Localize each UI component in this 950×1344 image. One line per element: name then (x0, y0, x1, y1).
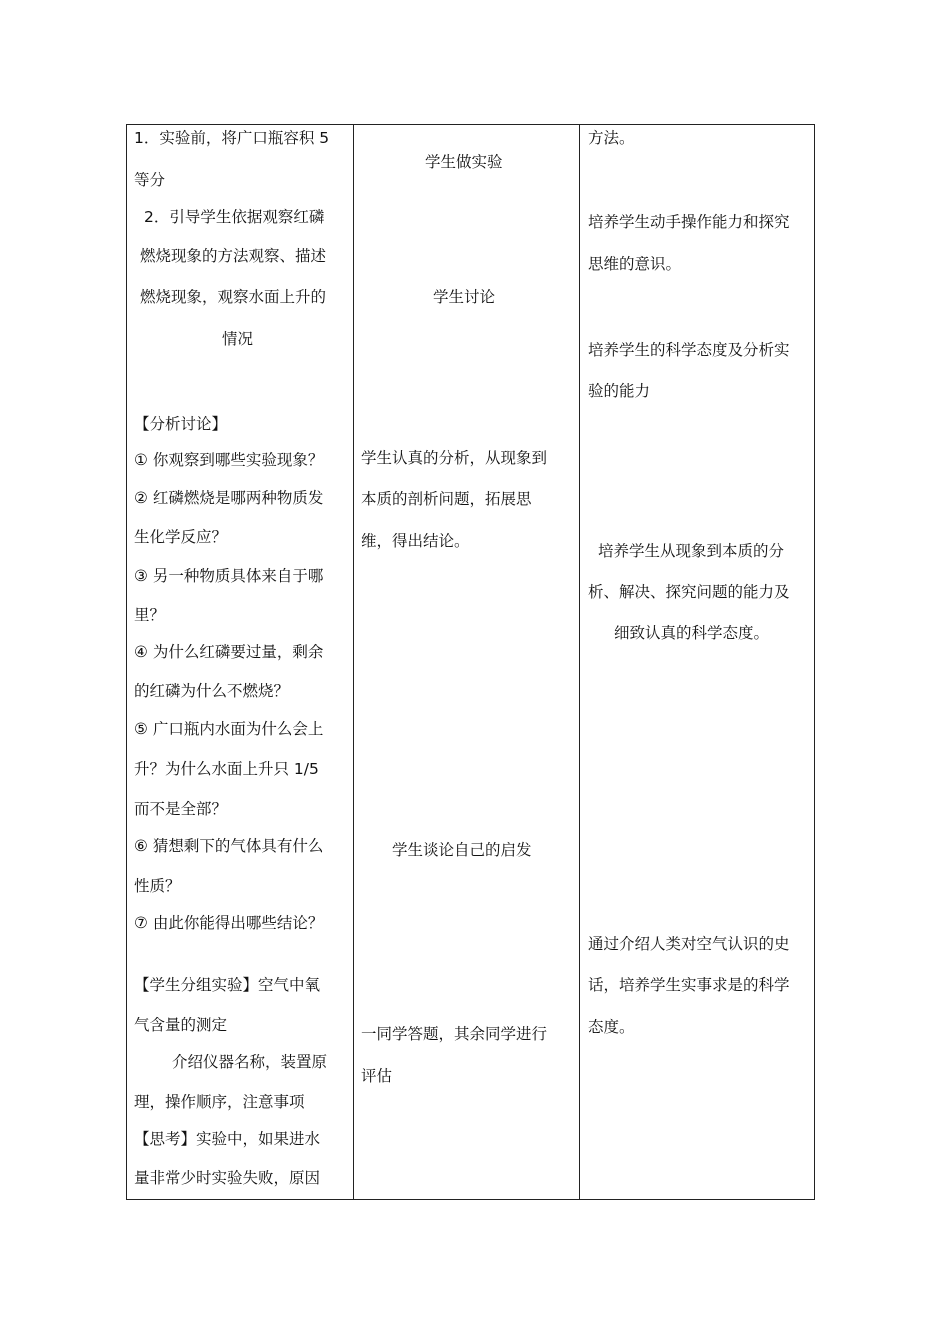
col1-line: ② 红磷燃烧是哪两种物质发 (134, 489, 324, 507)
col3-line: 培养学生动手操作能力和探究 (588, 213, 790, 231)
col1-line: 等分 (134, 171, 166, 189)
col1-line: 情况 (222, 330, 254, 348)
col1-line: 燃烧现象的方法观察、描述 (140, 247, 327, 265)
col1-line: ⑦ 由此你能得出哪些结论？ (134, 914, 324, 932)
col1-line: ④ 为什么红磷要过量，剩余 (134, 643, 324, 661)
section-heading: 【学生分组实验】空气中氧 (134, 976, 321, 994)
section-heading: 【思考】实验中，如果进水 (134, 1130, 321, 1148)
col1-line: 量非常少时实验失败，原因 (134, 1169, 321, 1187)
col1-line: 而不是全部？ (134, 800, 228, 818)
col2-line: 学生认真的分析，从现象到 (361, 449, 548, 467)
col1-line: 理，操作顺序，注意事项 (134, 1093, 305, 1111)
col2-line: 一同学答题，其余同学进行 (361, 1025, 548, 1043)
column-divider (579, 125, 580, 1199)
column-divider (353, 125, 354, 1199)
col3-line: 方法。 (588, 129, 635, 147)
col1-line: 里？ (134, 606, 166, 624)
col3-line: 思维的意识。 (588, 255, 682, 273)
col3-line: 态度。 (588, 1018, 635, 1036)
col3-line: 话，培养学生实事求是的科学 (588, 976, 790, 994)
col2-line: 评估 (361, 1067, 393, 1085)
col1-line: 升？为什么水面上升只 1/5 (134, 760, 319, 778)
col3-line: 析、解决、探究问题的能力及 (588, 583, 790, 601)
col3-line: 细致认真的科学态度。 (614, 624, 770, 642)
col2-line: 学生做实验 (425, 153, 503, 171)
col1-line: 的红磷为什么不燃烧？ (134, 682, 290, 700)
col1-line: 生化学反应？ (134, 528, 228, 546)
col3-line: 通过介绍人类对空气认识的史 (588, 935, 790, 953)
col2-line: 学生谈论自己的启发 (392, 841, 532, 859)
col1-line: 2．引导学生依据观察红磷 (144, 208, 325, 226)
col1-line: ① 你观察到哪些实验现象？ (134, 451, 324, 469)
col2-line: 维，得出结论。 (361, 532, 470, 550)
col1-line: 1．实验前，将广口瓶容积 5 (134, 129, 330, 147)
col1-line: 气含量的测定 (134, 1016, 228, 1034)
col1-line: ⑥ 猜想剩下的气体具有什么 (134, 837, 324, 855)
col1-line: 介绍仪器名称，装置原 (172, 1053, 328, 1071)
section-heading: 【分析讨论】 (134, 415, 228, 433)
col2-line: 学生讨论 (433, 288, 496, 306)
col3-line: 培养学生从现象到本质的分 (598, 542, 785, 560)
col3-line: 培养学生的科学态度及分析实 (588, 341, 790, 359)
col2-line: 本质的剖析问题，拓展思 (361, 490, 532, 508)
col1-line: 性质？ (134, 877, 181, 895)
col3-line: 验的能力 (588, 382, 651, 400)
col1-line: ⑤ 广口瓶内水面为什么会上 (134, 720, 324, 738)
col1-line: 燃烧现象，观察水面上升的 (140, 288, 327, 306)
col1-line: ③ 另一种物质具体来自于哪 (134, 567, 324, 585)
